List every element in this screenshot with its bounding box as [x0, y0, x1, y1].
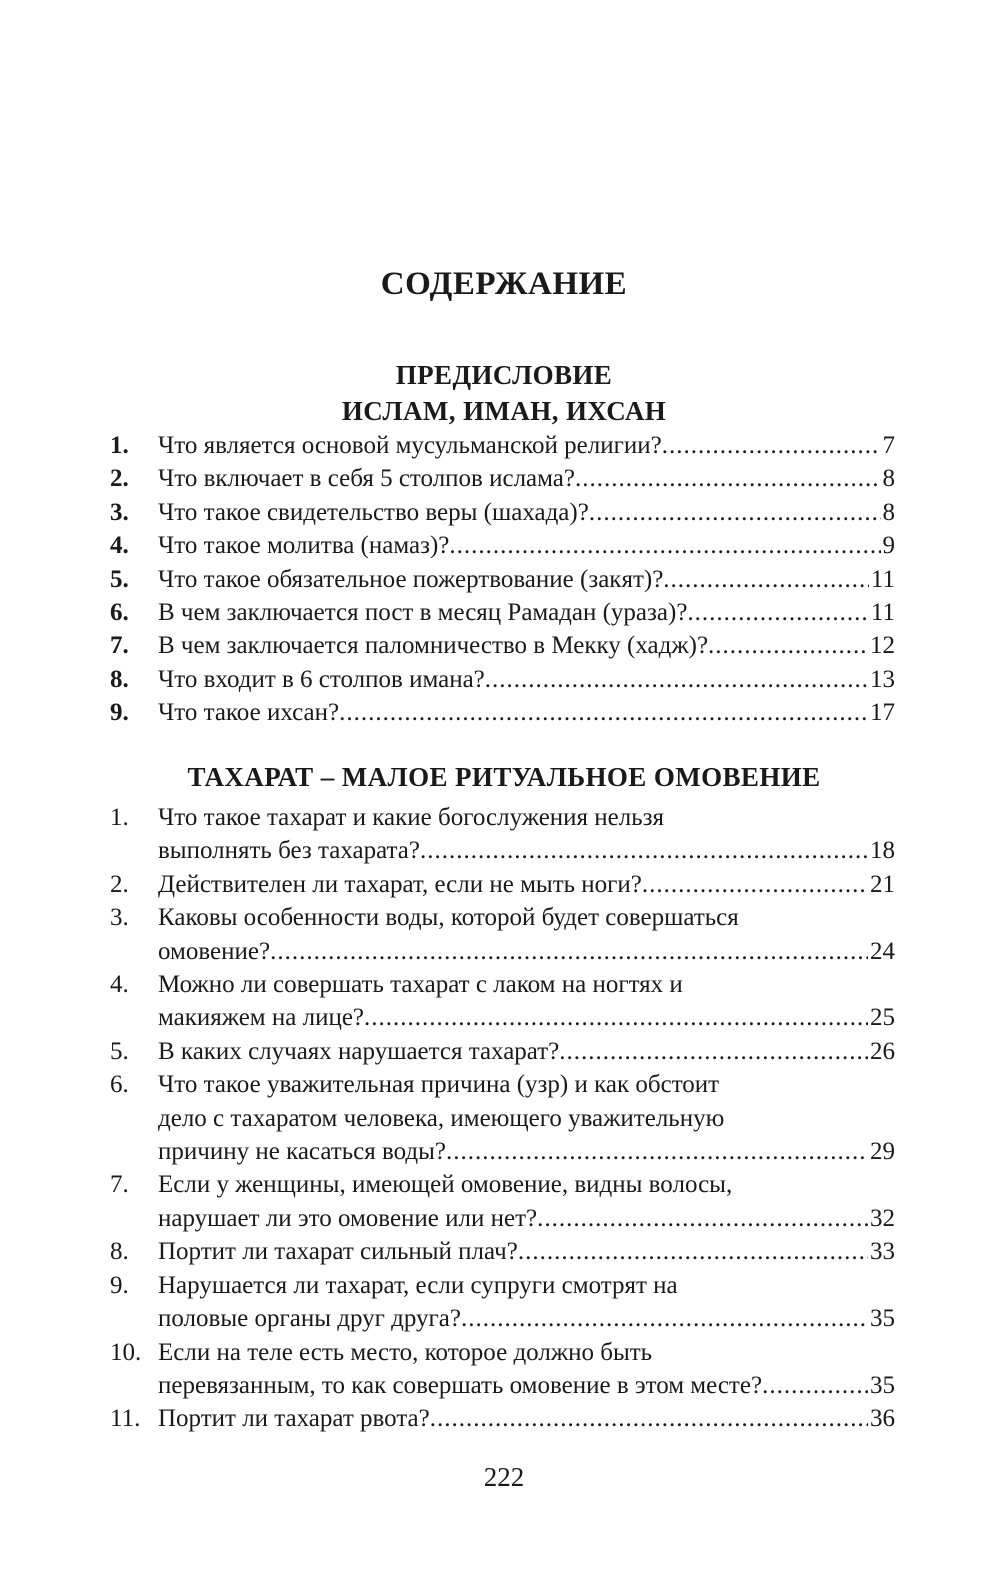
toc-entry: [110, 462, 895, 495]
toc-entry-line: [158, 663, 895, 696]
toc-entry-page: 33: [870, 1238, 895, 1266]
dot-leader: [518, 1235, 868, 1268]
toc-entry-body: [158, 529, 895, 562]
dot-leader: [762, 1369, 868, 1402]
toc-entry-title: Если на теле есть место, которое должно быть: [158, 1338, 653, 1366]
toc-entry-page: 29: [870, 1138, 895, 1166]
toc-entry-body: [158, 663, 895, 696]
toc-entry: [110, 1235, 895, 1268]
dot-leader: [575, 462, 881, 495]
toc-entry-line: [158, 1235, 895, 1268]
toc-entry: [110, 629, 895, 662]
dot-leader: [430, 1402, 868, 1435]
toc-entry-line: [158, 1269, 895, 1302]
toc-entry-body: [158, 563, 895, 596]
toc-entry-body: [158, 868, 895, 901]
page-number: 222: [483, 1462, 525, 1492]
toc-entry-title: Можно ли совершать тахарат с лаком на ногтях и: [158, 971, 683, 999]
toc-entry-page: 8: [882, 465, 895, 493]
dot-leader: [642, 868, 868, 901]
toc-entry-title: Каковы особенности воды, которой будет совершаться: [158, 904, 739, 932]
toc-entry-page: 32: [870, 1204, 895, 1232]
dot-leader: [270, 935, 868, 968]
toc-entry-body: [158, 596, 895, 629]
toc-entry-title: Портит ли тахарат рвота?: [158, 1405, 430, 1433]
toc-entry: [110, 868, 895, 901]
toc-entry-line: [158, 1001, 895, 1034]
toc-entry-body: [158, 1068, 895, 1168]
toc-entry: [110, 1336, 895, 1403]
dot-leader: [420, 834, 868, 867]
toc-entry-title: Действителен ли тахарат, если не мыть ноги?: [158, 870, 642, 898]
toc-entry-number: 4.: [110, 971, 129, 999]
toc-entry-line: [158, 429, 895, 462]
toc-entry-title: Если у женщины, имеющей омовение, видны волосы,: [158, 1171, 733, 1199]
toc-entry-line: [158, 1302, 895, 1335]
toc-entry-body: [158, 1336, 895, 1403]
toc-entry: [110, 429, 895, 462]
toc-entry-line: [158, 596, 895, 629]
toc-entry-title: Нарушается ли тахарат, если супруги смотрят на: [158, 1271, 678, 1299]
dot-leader: [449, 529, 880, 562]
toc-entry-title: Что такое тахарат и какие богослужения нельзя: [158, 804, 665, 831]
toc-entry-line: [158, 1369, 895, 1402]
toc-entry-number: 8.: [110, 665, 129, 693]
toc-entry-body: [158, 968, 895, 1035]
toc-entry-body: [158, 429, 895, 462]
toc-entry-line: [158, 563, 895, 596]
toc-entry-line: [158, 901, 895, 934]
dot-leader: [559, 1035, 868, 1068]
toc-entry-line: [158, 935, 895, 968]
dot-leader: [364, 1001, 868, 1034]
section-heading-taharat: ТАХАРАТ – МАЛОЕ РИТУАЛЬНОЕ ОМОВЕНИЕ: [187, 762, 821, 792]
toc-entry-number: 6.: [110, 1071, 129, 1099]
toc-entry-body: [158, 496, 895, 529]
toc-entry-title: причину не касаться воды?: [158, 1138, 446, 1166]
dot-leader: [537, 1202, 868, 1235]
toc-entry: [110, 563, 895, 596]
dot-leader: [663, 563, 869, 596]
toc-entry-line: [158, 1336, 895, 1369]
toc-entry-title: макияжем на лице?: [158, 1004, 365, 1032]
toc-entry-title: половые органы друг друга?: [158, 1305, 461, 1333]
toc-entry-number: 6.: [110, 599, 129, 627]
toc-entry: [110, 1035, 895, 1068]
dot-leader: [708, 629, 868, 662]
toc-entry-title: перевязанным, то как совершать омовение в этом месте?: [158, 1371, 763, 1399]
toc-entry: [110, 1402, 895, 1435]
toc-entry-body: [158, 1035, 895, 1068]
toc-entry-body: [158, 696, 895, 729]
toc-entry-body: [158, 801, 895, 868]
toc-list-taharat: [110, 801, 895, 1436]
toc-entry: [110, 596, 895, 629]
toc-entry-number: 2.: [110, 465, 129, 493]
toc-entry-title: В чем заключается паломничество в Мекку (хадж)?: [158, 632, 709, 660]
preface-heading: ПРЕДИСЛОВИЕ: [395, 360, 613, 390]
toc-entry-number: 11.: [110, 1405, 141, 1433]
toc-entry: [110, 968, 895, 1035]
toc-entry-page: 21: [870, 870, 895, 898]
dot-leader: [446, 1135, 868, 1168]
toc-entry: [110, 496, 895, 529]
toc-entry-page: 8: [882, 498, 895, 526]
toc-entry-title: нарушает ли это омовение или нет?: [158, 1204, 538, 1232]
toc-entry-title: Что такое ихсан?: [158, 699, 340, 727]
toc-entry-page: 11: [870, 565, 895, 593]
dot-leader: [485, 663, 868, 696]
toc-entry-page: 7: [882, 432, 895, 459]
toc-entry-page: 25: [870, 1004, 895, 1032]
toc-entry-page: 13: [870, 665, 895, 693]
toc-entry-line: [158, 834, 895, 867]
toc-entry-page: 36: [870, 1405, 895, 1433]
toc-entry-title: В чем заключается пост в месяц Рамадан (ураза)?: [158, 599, 688, 627]
toc-entry-title: Что является основой мусульманской религии?: [158, 432, 662, 459]
toc-entry-title: Что такое уважительная причина (узр) и как обстоит: [158, 1071, 720, 1099]
toc-entry-line: [158, 496, 895, 529]
toc-entry-line: [158, 696, 895, 729]
toc-entry-line: [158, 1135, 895, 1168]
toc-entry-line: [158, 1035, 895, 1068]
toc-entry-title: выполнять без тахарата?: [158, 837, 420, 865]
toc-entry: [110, 663, 895, 696]
toc-entry-title: дело с тахаратом человека, имеющего уважительную: [158, 1104, 725, 1132]
contents-title: СОДЕРЖАНИЕ: [380, 266, 628, 302]
dot-leader: [589, 496, 881, 529]
toc-entry-title: Что включает в себя 5 столпов ислама?: [158, 465, 575, 493]
toc-entry-body: [158, 1402, 895, 1435]
toc-entry-page: 17: [870, 699, 895, 727]
toc-entry-line: [158, 1068, 895, 1101]
toc-entry-page: 35: [870, 1305, 895, 1333]
toc-entry: [110, 801, 895, 868]
toc-entry-line: [158, 868, 895, 901]
toc-entry-title: В каких случаях нарушается тахарат?: [158, 1037, 560, 1065]
toc-entry-number: 4.: [110, 532, 129, 560]
toc-entry: [110, 529, 895, 562]
toc-entry-page: 26: [870, 1037, 895, 1065]
toc-entry-line: [158, 529, 895, 562]
toc-entry-number: 5.: [110, 1037, 129, 1065]
toc-entry-page: 18: [870, 837, 895, 865]
section-heading-islam: ИСЛАМ, ИМАН, ИХСАН: [341, 396, 667, 426]
toc-entry-number: 7.: [110, 632, 129, 660]
toc-entry-number: 9.: [110, 1271, 129, 1299]
toc-entry-page: 9: [882, 532, 895, 560]
toc-entry: [110, 1269, 895, 1336]
toc-entry-title: омовение?: [158, 937, 271, 965]
toc-entry-body: [158, 1168, 895, 1235]
toc-entry: [110, 1168, 895, 1235]
toc-entry-number: 1.: [110, 804, 129, 831]
toc-entry-body: [158, 629, 895, 662]
toc-entry-title: Что такое свидетельство веры (шахада)?: [158, 498, 589, 526]
toc-entry-title: Что такое молитва (намаз)?: [158, 532, 450, 560]
toc-entry-body: [158, 901, 895, 968]
toc-entry-line: [158, 968, 895, 1001]
toc-entry-body: [158, 1269, 895, 1336]
toc-entry-number: 9.: [110, 699, 129, 727]
toc-entry-body: [158, 462, 895, 495]
dot-leader: [687, 596, 869, 629]
toc-list-islam: [110, 429, 895, 730]
toc-entry: [110, 696, 895, 729]
toc-entry-line: [158, 1102, 895, 1135]
toc-entry-title: Что такое обязательное пожертвование (закят)?: [158, 565, 664, 593]
dot-leader: [461, 1302, 868, 1335]
toc-entry-page: 12: [870, 632, 895, 660]
toc-entry-body: [158, 1235, 895, 1268]
toc-entry-number: 10.: [110, 1338, 142, 1366]
dot-leader: [662, 429, 881, 462]
toc-entry-number: 5.: [110, 565, 129, 593]
toc-entry-line: [158, 1202, 895, 1235]
toc-entry-line: [158, 629, 895, 662]
toc-entry-title: Портит ли тахарат сильный плач?: [158, 1238, 518, 1266]
toc-entry: [110, 901, 895, 968]
toc-entry-number: 3.: [110, 904, 129, 932]
toc-entry-line: [158, 1402, 895, 1435]
toc-entry-number: 1.: [110, 432, 129, 459]
dot-leader: [339, 696, 868, 729]
toc-entry: [110, 1068, 895, 1168]
toc-entry-line: [158, 462, 895, 495]
toc-entry-page: 35: [870, 1371, 895, 1399]
toc-entry-number: 8.: [110, 1238, 129, 1266]
toc-entry-line: [158, 1168, 895, 1201]
toc-entry-line: [158, 801, 895, 834]
toc-entry-number: 7.: [110, 1171, 129, 1199]
toc-entry-page: 24: [870, 937, 895, 965]
toc-entry-page: 11: [870, 599, 895, 627]
toc-entry-number: 2.: [110, 870, 129, 898]
toc-entry-number: 3.: [110, 498, 129, 526]
toc-entry-title: Что входит в 6 столпов имана?: [158, 665, 485, 693]
